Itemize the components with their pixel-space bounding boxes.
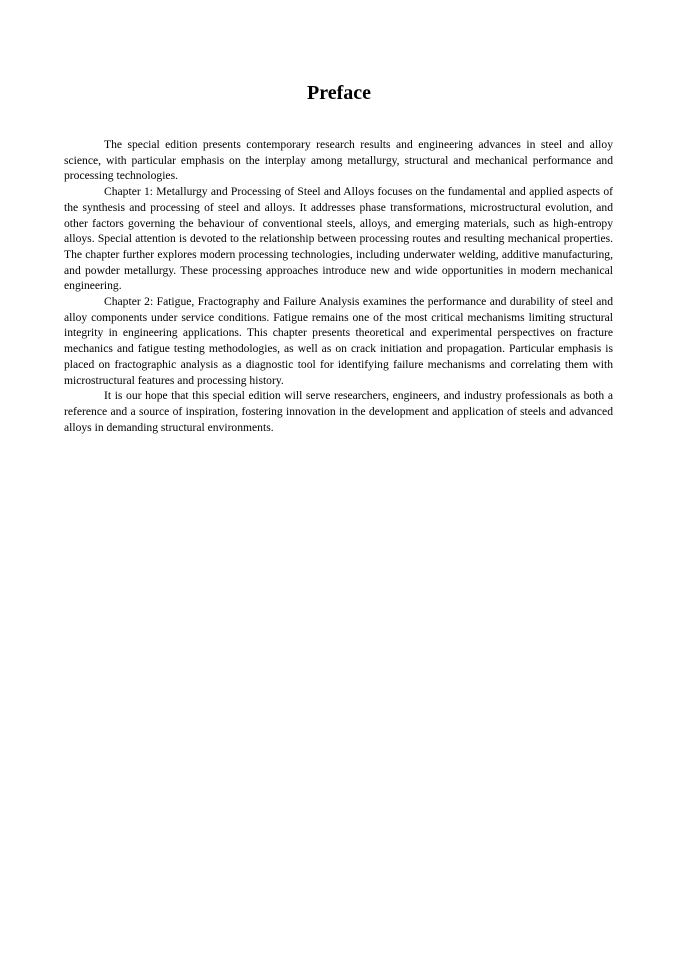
paragraph-chapter-1: Chapter 1: Metallurgy and Processing of Steel and Alloys focuses on the fundamental and applied aspects of the synthesis and processing of steel and alloys. It addresses phase transformations, microstructural evolution, and other factors governing the behaviour of conventional steels, alloys, and emerging materials, such as high-entropy alloys. Special attention is devoted to the relationship between processing routes and resulting mechanical properties. The chapter further explores modern processing technologies, including underwater welding, additive manufacturing, and powder metallurgy. These processing approaches introduce new and wide opportunities in modern mechanical engineering. bbox=[64, 185, 613, 293]
paragraph-intro: The special edition presents contemporary research results and engineering advances in steel and alloy science, with particular emphasis on the interplay among metallurgy, structural and mechanical performance and processing technologies. bbox=[64, 138, 613, 183]
page-title: Preface bbox=[306, 82, 372, 104]
body-text bbox=[64, 137, 613, 435]
paragraph-chapter-2: Chapter 2: Fatigue, Fractography and Failure Analysis examines the performance and durability of steel and alloy components under service conditions. Fatigue remains one of the most critical mechanisms limiting structural integrity in engineering applications. This chapter presents theoretical and experimental perspectives on fracture mechanics and fatigue testing methodologies, as well as on crack initiation and propagation. Particular emphasis is placed on fractographic analysis as a diagnostic tool for identifying failure mechanisms and correlating them with microstructural features and processing history. bbox=[64, 295, 613, 387]
paragraph-closing: It is our hope that this special edition will serve researchers, engineers, and industry professionals as both a reference and a source of inspiration, fostering innovation in the development and application of steels and advanced alloys in demanding structural environments. bbox=[64, 389, 613, 434]
